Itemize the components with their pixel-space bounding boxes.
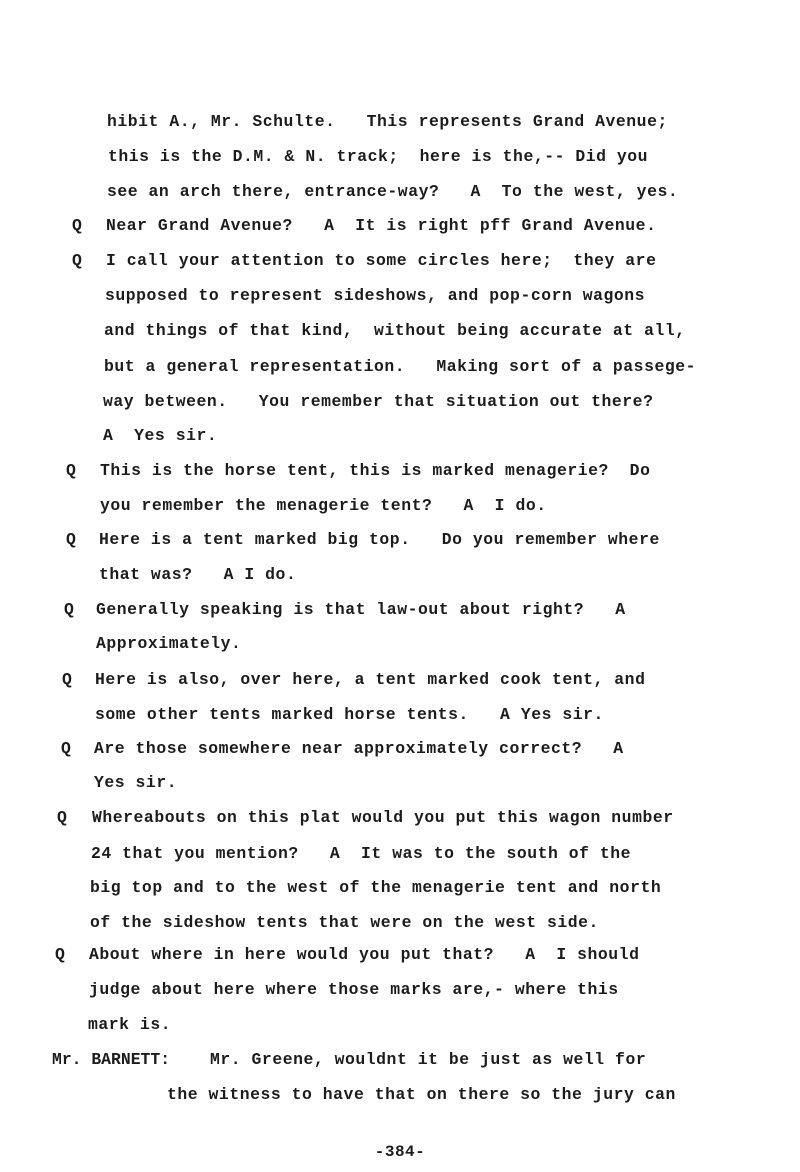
speaker-q: Q: [72, 216, 82, 235]
text-line: 24 that you mention? A It was to the south of the: [91, 844, 632, 863]
text-line: way between. You remember that situation out there?: [103, 392, 654, 411]
text-line: of the sideshow tents that were on the west side.: [90, 913, 599, 932]
speaker-q: Q: [72, 251, 82, 270]
text-line: Mr. Greene, wouldnt it be just as well for: [210, 1050, 647, 1069]
text-line: Approximately.: [96, 634, 242, 653]
text-line: Near Grand Avenue? A It is right pff Grand Avenue.: [106, 216, 657, 235]
text-line: Are those somewhere near approximately correct? A: [94, 739, 624, 758]
text-line: Here is a tent marked big top. Do you remember where: [99, 530, 660, 549]
text-line: see an arch there, entrance-way? A To the west, yes.: [107, 182, 679, 201]
speaker-q: Q: [61, 739, 71, 758]
speaker-q: Q: [62, 670, 72, 689]
speaker-q: Q: [55, 945, 65, 964]
text-line: mark is.: [88, 1015, 172, 1034]
text-line: Whereabouts on this plat would you put this wagon number: [92, 808, 674, 827]
text-line: Yes sir.: [94, 773, 178, 792]
text-line: the witness to have that on there so the jury can: [167, 1085, 676, 1104]
text-line: and things of that kind, without being accurate at all,: [104, 321, 686, 340]
text-line: supposed to represent sideshows, and pop-corn wagons: [105, 286, 646, 305]
text-line: some other tents marked horse tents. A Yes sir.: [95, 705, 604, 724]
speaker-mr-barnett: Mr. BARNETT:: [52, 1050, 171, 1069]
speaker-q: Q: [66, 461, 76, 480]
text-line: this is the D.M. & N. track; here is the,-- Did you: [108, 147, 649, 166]
text-line: that was? A I do.: [99, 565, 297, 584]
text-line: hibit A., Mr. Schulte. This represents Grand Avenue;: [107, 112, 668, 131]
text-line: judge about here where those marks are,- where this: [89, 980, 619, 999]
text-line: I call your attention to some circles here; they are: [106, 251, 657, 270]
speaker-q: Q: [57, 808, 67, 827]
text-line: This is the horse tent, this is marked menagerie? Do: [100, 461, 651, 480]
text-line: you remember the menagerie tent? A I do.: [100, 496, 547, 515]
text-line: About where in here would you put that? A I should: [89, 945, 640, 964]
speaker-q: Q: [66, 530, 76, 549]
text-line: A Yes sir.: [103, 426, 218, 445]
text-line: but a general representation. Making sort of a passege-: [104, 357, 697, 376]
speaker-q: Q: [64, 600, 74, 619]
text-line: big top and to the west of the menagerie tent and north: [90, 878, 662, 897]
text-line: Generally speaking is that law-out about right? A: [96, 600, 626, 619]
page-number: -384-: [374, 1143, 426, 1161]
text-line: Here is also, over here, a tent marked cook tent, and: [95, 670, 646, 689]
